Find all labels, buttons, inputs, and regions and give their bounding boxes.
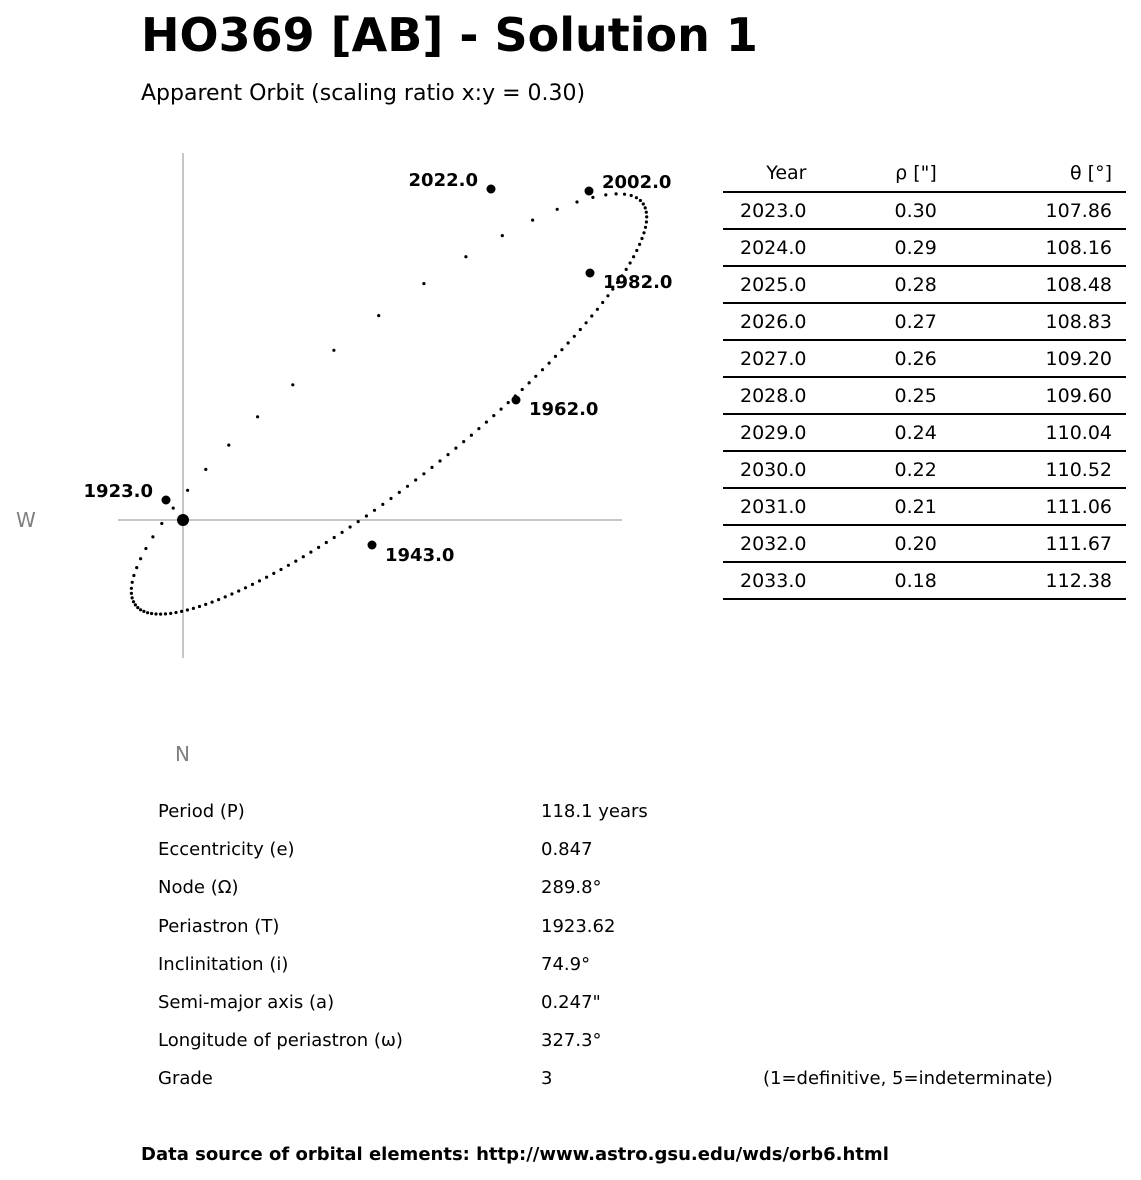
orbit-dot xyxy=(639,199,642,202)
orbit-dot xyxy=(531,219,534,222)
chart-title: HO369 [AB] - Solution 1 xyxy=(141,8,758,62)
orbit-dot xyxy=(186,489,189,492)
orbit-dot xyxy=(192,607,195,610)
epoch-label: 1943.0 xyxy=(385,545,455,566)
orbit-dot xyxy=(132,574,135,577)
year-cell: 2030.0 xyxy=(723,451,820,488)
orbit-dot xyxy=(470,434,473,437)
orbit-dot xyxy=(645,220,648,223)
rho-cell: 0.27 xyxy=(820,303,950,340)
orbit-dot xyxy=(632,255,635,258)
orbit-dot xyxy=(265,576,268,579)
epoch-label: 1962.0 xyxy=(529,399,599,420)
orbit-dot xyxy=(174,611,177,614)
orbit-dot xyxy=(244,586,247,589)
orbit-dot xyxy=(142,610,145,613)
rho-cell: 0.26 xyxy=(820,340,950,377)
orbit-dot xyxy=(640,237,643,240)
year-cell: 2024.0 xyxy=(723,229,820,266)
ephemeris-row xyxy=(723,192,1126,229)
orbit-dot xyxy=(154,612,157,615)
theta-cell: 112.38 xyxy=(951,562,1126,599)
orbit-dot xyxy=(132,600,135,603)
element-label: Period (P) xyxy=(158,801,245,822)
orbit-dot xyxy=(438,459,441,462)
theta-cell: 110.52 xyxy=(951,451,1126,488)
rho-cell: 0.25 xyxy=(820,377,950,414)
orbit-dot xyxy=(601,301,604,304)
element-label: Longitude of periastron (ω) xyxy=(158,1030,403,1052)
orbit-dot xyxy=(325,541,328,544)
orbit-dot xyxy=(642,231,645,234)
orbit-dot xyxy=(623,193,626,196)
orbit-dot xyxy=(645,211,648,214)
ephemeris-row xyxy=(723,414,1126,451)
orbit-dot xyxy=(477,427,480,430)
grade-note: (1=definitive, 5=indeterminate) xyxy=(763,1068,1053,1090)
orbit-dot xyxy=(294,560,297,563)
orbit-dot xyxy=(131,596,134,599)
theta-cell: 108.83 xyxy=(951,303,1126,340)
col-theta-header: θ [°] xyxy=(951,155,1126,192)
orbit-dot xyxy=(309,551,312,554)
orbit-dot xyxy=(302,555,305,558)
epoch-point xyxy=(585,187,594,196)
element-value: 3 xyxy=(541,1068,553,1090)
rho-cell: 0.21 xyxy=(820,488,950,525)
orbit-dot xyxy=(642,202,645,205)
orbit-dot xyxy=(227,444,230,447)
orbit-dot xyxy=(198,605,201,608)
element-value: 0.247" xyxy=(541,991,601,1013)
theta-cell: 111.06 xyxy=(951,488,1126,525)
orbit-dot xyxy=(548,362,551,365)
orbit-dot xyxy=(204,468,207,471)
orbit-dot xyxy=(139,608,142,611)
year-cell: 2033.0 xyxy=(723,562,820,599)
orbit-dot xyxy=(349,525,352,528)
element-label: Eccentricity (e) xyxy=(158,839,295,861)
element-value: 0.847 xyxy=(541,839,593,861)
year-cell: 2023.0 xyxy=(723,192,820,229)
element-label: Grade xyxy=(158,1068,213,1090)
orbit-dot xyxy=(501,234,504,237)
orbit-dot xyxy=(422,282,425,285)
element-label: Semi-major axis (a) xyxy=(158,991,335,1013)
element-label: Node (Ω) xyxy=(158,877,239,899)
epoch-point xyxy=(512,396,521,405)
orbit-dot xyxy=(604,193,607,196)
orbit-dot xyxy=(365,514,368,517)
ephemeris-row xyxy=(723,303,1126,340)
orbit-dot xyxy=(645,215,648,218)
epoch-markers xyxy=(84,170,673,566)
ephemeris-row xyxy=(723,488,1126,525)
primary-star xyxy=(177,514,189,526)
theta-cell: 109.20 xyxy=(951,340,1126,377)
theta-cell: 111.67 xyxy=(951,525,1126,562)
north-label: N xyxy=(175,742,190,766)
rho-cell: 0.20 xyxy=(820,525,950,562)
rho-cell: 0.30 xyxy=(820,192,950,229)
orbit-dot xyxy=(629,261,632,264)
orbit-dot xyxy=(357,520,360,523)
epoch-label: 1982.0 xyxy=(603,272,673,293)
orbit-dot xyxy=(146,611,149,614)
epoch-label: 2002.0 xyxy=(602,172,672,193)
epoch-point xyxy=(586,269,595,278)
orbit-dot xyxy=(567,341,570,344)
orbit-dot xyxy=(644,206,647,209)
orbit-dot xyxy=(224,595,227,598)
orbit-dot xyxy=(333,536,336,539)
orbit-dot xyxy=(272,572,275,575)
orbit-dot xyxy=(180,610,183,613)
element-label: Inclinitation (i) xyxy=(158,953,289,975)
orbit-plot xyxy=(0,0,700,720)
orbit-dot xyxy=(644,226,647,229)
ephemeris-header-row xyxy=(723,155,1126,192)
orbit-dot xyxy=(454,447,457,450)
year-cell: 2032.0 xyxy=(723,525,820,562)
epoch-label: 2022.0 xyxy=(408,170,478,191)
col-year-header: Year xyxy=(723,155,820,192)
orbit-dot xyxy=(556,208,559,211)
orbit-dot xyxy=(169,612,172,615)
data-source-footer: Data source of orbital elements: http://www.astro.gsu.edu/wds/orb6.html xyxy=(141,1144,889,1165)
orbit-dot xyxy=(462,440,465,443)
orbit-dot xyxy=(630,194,633,197)
element-value: 74.9° xyxy=(541,953,591,975)
orbit-dot xyxy=(204,603,207,606)
rho-cell: 0.29 xyxy=(820,229,950,266)
orbit-dot xyxy=(414,478,417,481)
orbit-dot xyxy=(575,200,578,203)
orbit-dot xyxy=(135,566,138,569)
epoch-point xyxy=(162,496,171,505)
epoch-label: 1923.0 xyxy=(83,481,153,502)
rho-cell: 0.28 xyxy=(820,266,950,303)
orbit-dot xyxy=(528,381,531,384)
element-value: 289.8° xyxy=(541,877,602,899)
orbit-dot xyxy=(134,603,137,606)
orbit-dot xyxy=(590,314,593,317)
orbit-dot xyxy=(373,509,376,512)
ephemeris-row xyxy=(723,377,1126,414)
rho-cell: 0.22 xyxy=(820,451,950,488)
orbit-dot xyxy=(237,589,240,592)
orbit-dot xyxy=(160,522,163,525)
ephemeris-row xyxy=(723,525,1126,562)
orbit-dot xyxy=(217,598,220,601)
element-value: 1923.62 xyxy=(541,915,616,937)
orbit-dot xyxy=(136,606,139,609)
orbit-dot xyxy=(492,414,495,417)
orbit-dot xyxy=(287,564,290,567)
ephemeris-row xyxy=(723,340,1126,377)
orbit-dot xyxy=(230,592,233,595)
element-label: Periastron (T) xyxy=(158,915,280,937)
orbit-dot xyxy=(585,321,588,324)
orbit-dot xyxy=(130,592,133,595)
orbit-dot xyxy=(332,349,335,352)
orbit-dot xyxy=(635,249,638,252)
orbit-dot xyxy=(279,568,282,571)
year-cell: 2028.0 xyxy=(723,377,820,414)
chart-subtitle: Apparent Orbit (scaling ratio x:y = 0.30) xyxy=(141,81,586,106)
element-value: 327.3° xyxy=(541,1030,602,1052)
theta-cell: 108.16 xyxy=(951,229,1126,266)
orbit-dot xyxy=(625,268,628,271)
year-cell: 2025.0 xyxy=(723,266,820,303)
orbit-dot xyxy=(251,583,254,586)
orbit-dot xyxy=(377,314,380,317)
year-cell: 2029.0 xyxy=(723,414,820,451)
ephemeris-row xyxy=(723,266,1126,303)
orbit-dot xyxy=(381,503,384,506)
orbit-dot xyxy=(596,308,599,311)
col-rho-header: ρ ["] xyxy=(820,155,950,192)
ephemeris-row xyxy=(723,229,1126,266)
ephemeris-row xyxy=(723,562,1126,599)
orbit-dot xyxy=(186,608,189,611)
orbit-dot xyxy=(164,612,167,615)
element-value: 118.1 years xyxy=(541,801,648,822)
orbit-dot xyxy=(446,453,449,456)
orbit-dot xyxy=(635,196,638,199)
orbit-dot xyxy=(398,491,401,494)
epoch-point xyxy=(368,541,377,550)
orbit-dot xyxy=(521,388,524,391)
orbit-dot xyxy=(341,531,344,534)
rho-cell: 0.18 xyxy=(820,562,950,599)
orbit-dot xyxy=(507,401,510,404)
orbit-dot xyxy=(554,355,557,358)
orbit-dot xyxy=(534,375,537,378)
orbit-dot xyxy=(573,335,576,338)
orbit-dot xyxy=(579,328,582,331)
orbit-dot xyxy=(560,348,563,351)
orbit-dot xyxy=(131,581,134,584)
rho-cell: 0.24 xyxy=(820,414,950,451)
orbit-dot xyxy=(638,243,641,246)
orbit-dot xyxy=(389,497,392,500)
orbit-dot xyxy=(144,547,147,550)
year-cell: 2027.0 xyxy=(723,340,820,377)
orbit-dot xyxy=(139,557,142,560)
theta-cell: 107.86 xyxy=(951,192,1126,229)
orbit-dot xyxy=(258,579,261,582)
theta-cell: 109.60 xyxy=(951,377,1126,414)
orbit-dot xyxy=(422,472,425,475)
orbit-dot xyxy=(211,601,214,604)
orbit-dot xyxy=(591,196,594,199)
year-cell: 2026.0 xyxy=(723,303,820,340)
orbit-dot xyxy=(256,415,259,418)
orbit-dot xyxy=(130,587,133,590)
orbit-dot xyxy=(541,368,544,371)
orbit-dot xyxy=(464,255,467,258)
orbit-dot xyxy=(172,507,175,510)
orbit-dot xyxy=(159,613,162,616)
orbit-dot xyxy=(485,421,488,424)
orbit-dot xyxy=(406,485,409,488)
ephemeris-table xyxy=(723,155,1126,600)
ephemeris-row xyxy=(723,451,1126,488)
year-cell: 2031.0 xyxy=(723,488,820,525)
theta-cell: 108.48 xyxy=(951,266,1126,303)
orbit-dot xyxy=(291,383,294,386)
orbit-dot xyxy=(606,294,609,297)
orbit-dot xyxy=(317,546,320,549)
orbit-dot xyxy=(150,612,153,615)
orbit-dot xyxy=(151,535,154,538)
orbit-dot xyxy=(500,408,503,411)
orbit-dot xyxy=(430,466,433,469)
theta-cell: 110.04 xyxy=(951,414,1126,451)
west-label: W xyxy=(16,508,36,532)
epoch-point xyxy=(487,185,496,194)
